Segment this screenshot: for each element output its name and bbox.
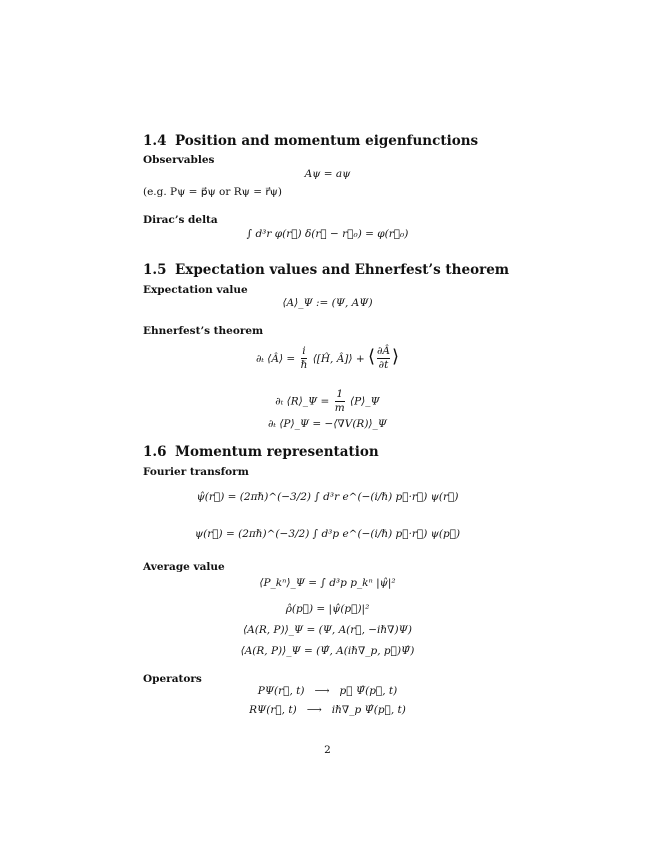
equation-average-position-rep: ⟨A(R, P)⟩_Ψ = (Ψ, A(r⃗, −iℏ∇)Ψ)	[243, 624, 412, 636]
section-title: Position and momentum eigenfunctions	[175, 133, 479, 149]
equation-operator-position: RΨ(r⃗, t) ⟶ iℏ∇_p Ψ̂(p⃗, t)	[249, 704, 406, 716]
equation-momentum-density: ρ̂(p⃗) = |ψ̂(p⃗)|²	[285, 603, 370, 615]
section-title: Momentum representation	[175, 444, 379, 460]
fraction-partial-a-over-partial-t: $\frac{\partial Â}{\partial t}$	[377, 345, 391, 371]
section-heading-1-6	[143, 444, 379, 460]
section-heading-1-4	[143, 133, 478, 149]
equation-average-momentum: ⟨P_kⁿ⟩_Ψ = ∫ d³p p_kⁿ |ψ̂|²	[259, 577, 396, 589]
operators-label: Operators	[143, 673, 202, 685]
fourier-transform-label: Fourier transform	[143, 466, 249, 478]
equation-expectation-value: ⟨A⟩_Ψ := (Ψ, AΨ)	[282, 297, 373, 309]
section-number: 1.5	[143, 262, 167, 278]
equation-average-momentum-rep: ⟨A(R, P)⟩_Ψ = (Ψ̂, A(iℏ∇_p, p⃗)Ψ̂)	[240, 645, 415, 657]
ehrenfest-lhs: ∂ₜ ⟨Â⟩ =	[255, 353, 296, 365]
equation-fourier-inverse: ψ(r⃗) = (2πℏ)^(−3/2) ∫ d³p e^(−(i/ℏ) p⃗·r⃗) ψ(p⃗)	[194, 528, 461, 540]
equation-observable: Aψ = aψ	[304, 168, 351, 180]
section-title: Expectation values and Ehnerfest’s theorem	[175, 262, 510, 278]
equation-ehrenfest-position: ∂ₜ ⟨R⟩_Ψ = $\frac{1}{m}$ ⟨P⟩_Ψ	[275, 388, 380, 414]
expectation-value-label: Expectation value	[143, 284, 248, 296]
page-number: 2	[324, 744, 331, 756]
equation-ehrenfest: ∂ₜ ⟨Â⟩ = $\frac{i}{\text{ℏ}}$ ⟨[Ĥ, Â]⟩ + ⟨ $\frac{\partial Â}{\partial t}$ ⟩	[255, 345, 400, 371]
equation-operator-momentum: PΨ(r⃗, t) ⟶ p⃗ Ψ̂(p⃗, t)	[257, 685, 398, 697]
ehrenfest-commutator: ⟨[Ĥ, Â]⟩ +	[312, 353, 365, 365]
fraction-i-over-hbar: $\frac{i}{\text{ℏ}}$	[300, 345, 308, 371]
section-heading-1-5	[143, 262, 509, 278]
average-value-label: Average value	[143, 561, 225, 573]
fraction-1-over-m: $\frac{1}{m}$	[334, 388, 345, 414]
dirac-delta-label: Dirac’s delta	[143, 214, 218, 226]
section-number: 1.4	[143, 133, 167, 149]
equation-ehrenfest-momentum: ∂ₜ ⟨P⟩_Ψ = −⟨∇V(R)⟩_Ψ	[267, 418, 387, 430]
equation-dirac-delta: ∫ d³r φ(r⃗) δ(r⃗ − r⃗₀) = φ(r⃗₀)	[246, 228, 409, 240]
section-number: 1.6	[143, 444, 167, 460]
ehrenfest-label: Ehnerfest’s theorem	[143, 325, 264, 337]
observables-label: Observables	[143, 154, 215, 166]
equation-fourier-forward: ψ̂(r⃗) = (2πℏ)^(−3/2) ∫ d³r e^(−(i/ℏ) p⃗·r⃗) ψ(r⃗)	[196, 491, 459, 503]
example-text: (e.g. Pψ = p⃗ψ or Rψ = r⃗ψ)	[143, 186, 282, 198]
